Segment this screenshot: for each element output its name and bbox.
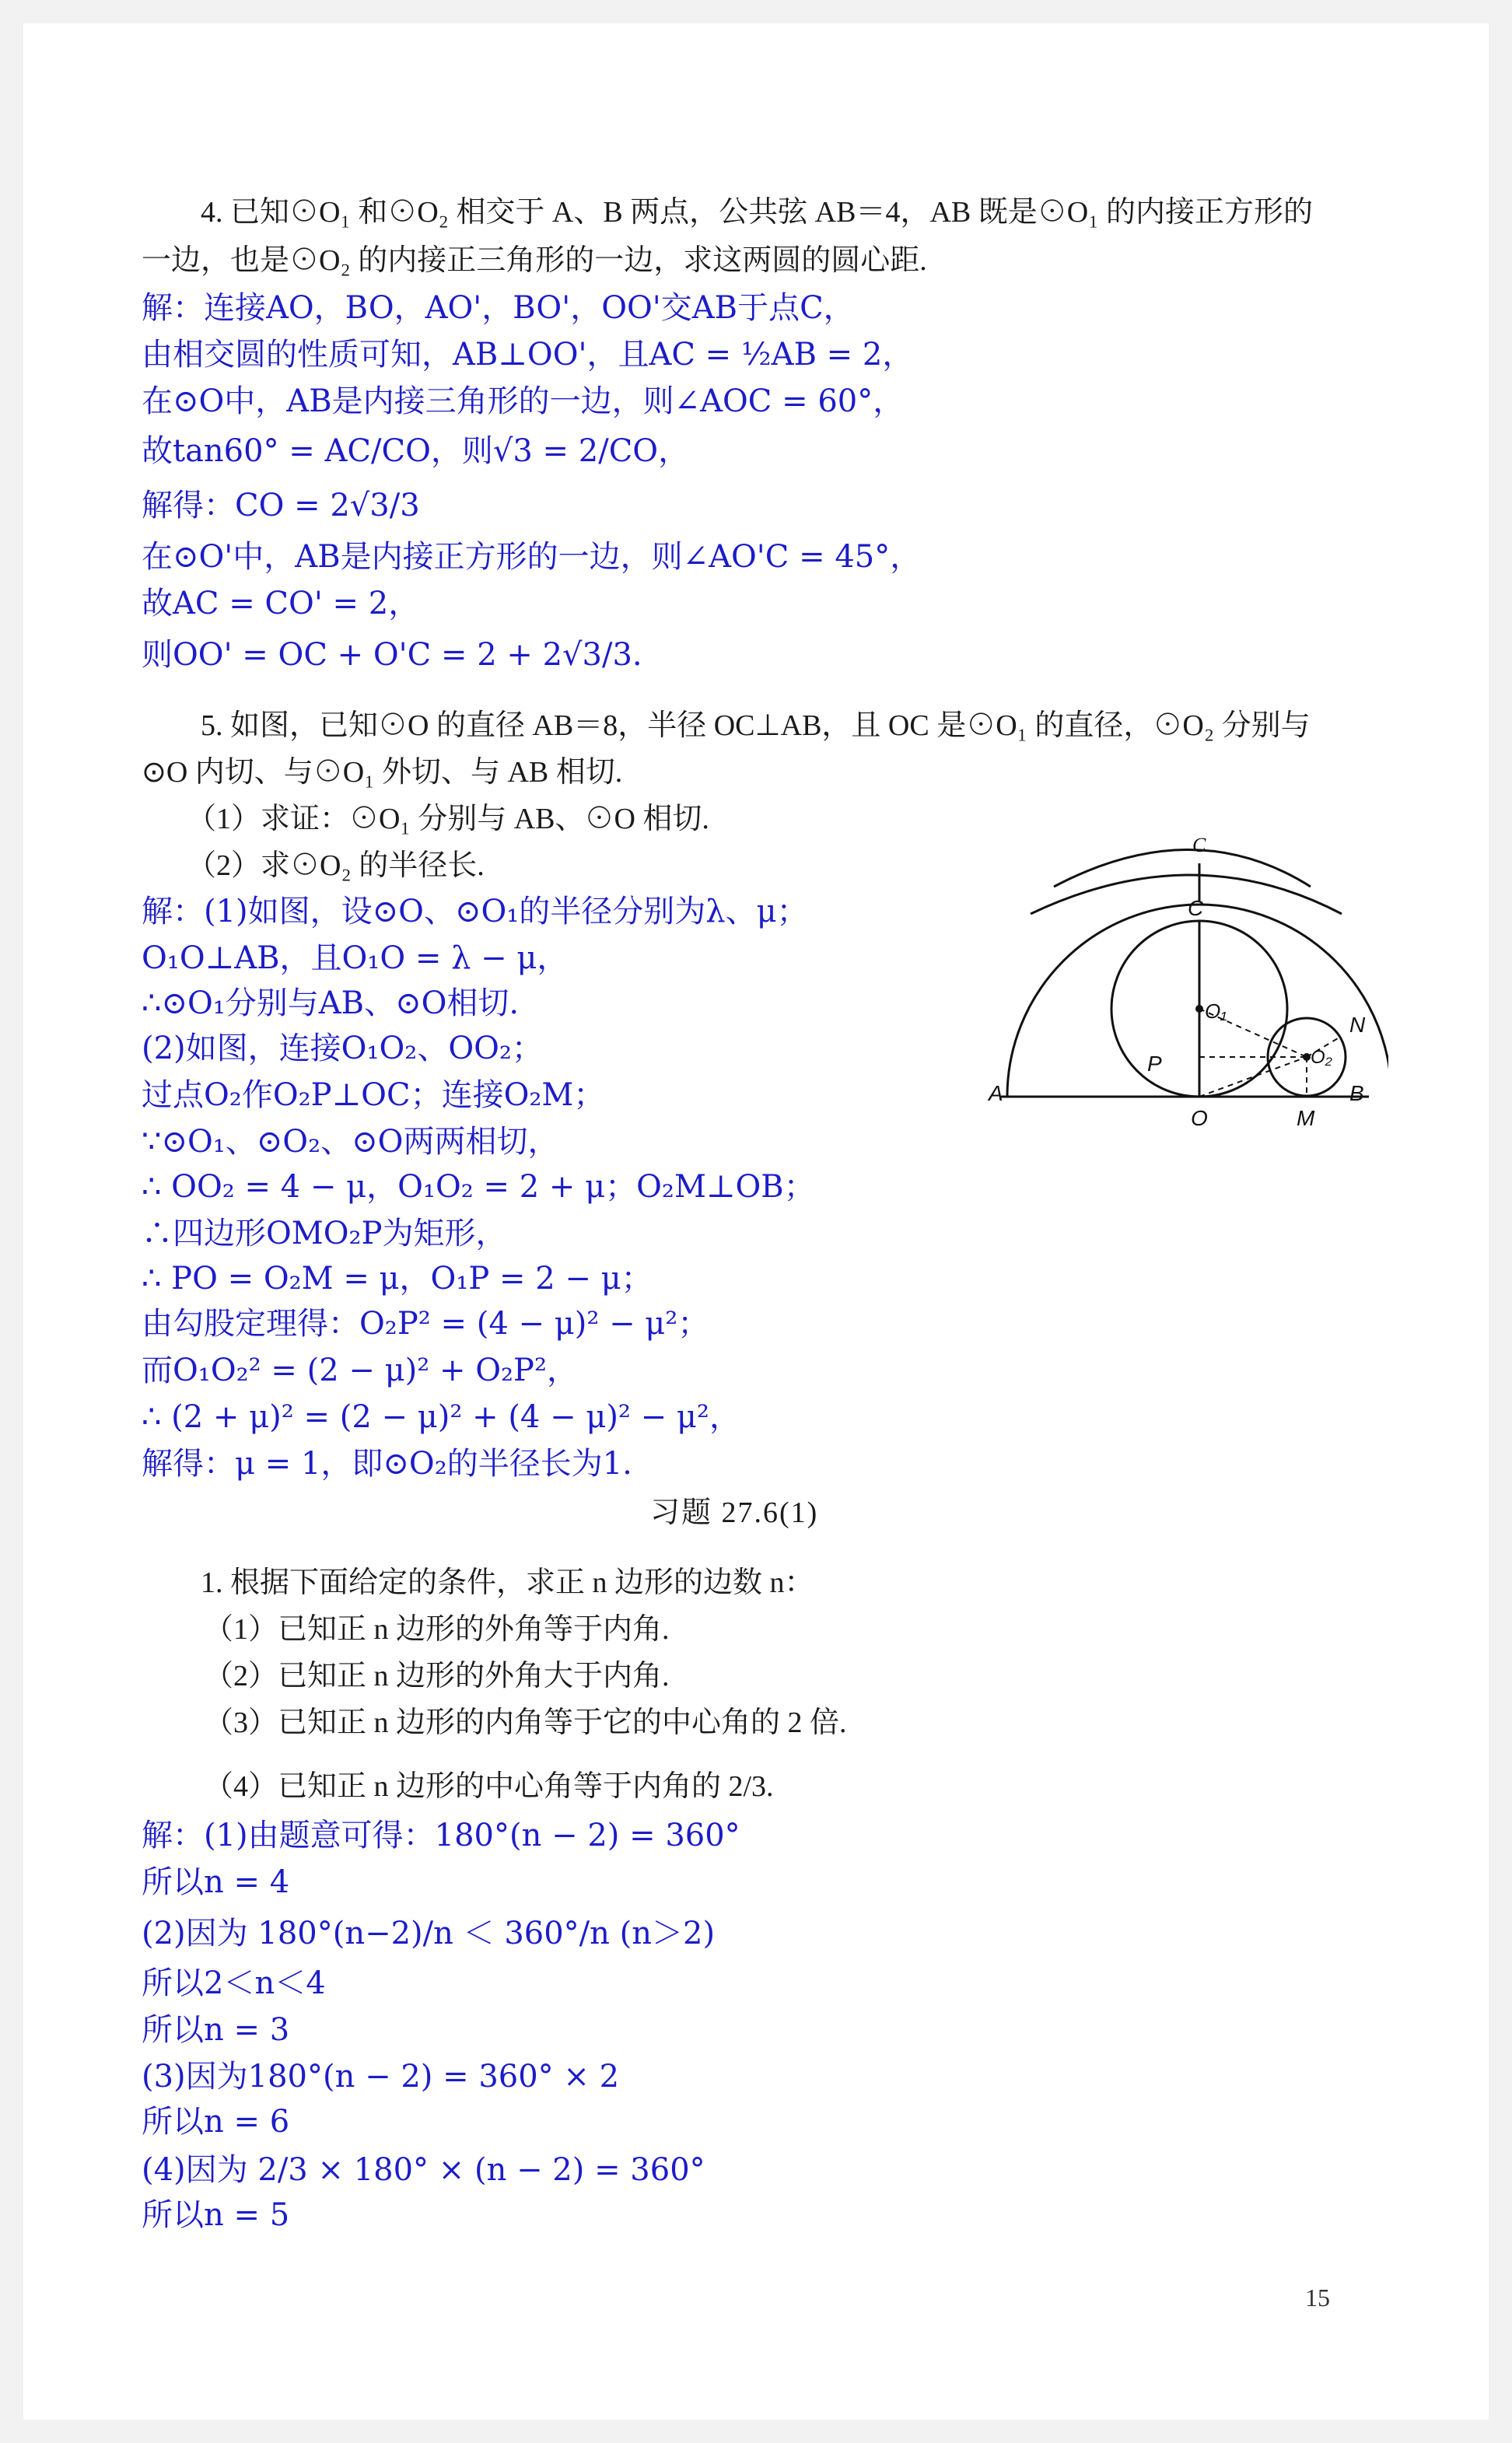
label-c-top: C — [1192, 834, 1206, 856]
ex1-item: （4）已知正 n 边形的中心角等于内角的 2/3. — [204, 1770, 774, 1803]
label-a: A — [989, 1081, 1003, 1105]
point-o1 — [1195, 1005, 1203, 1013]
ex1-stem: 1. 根据下面给定的条件，求正 n 边形的边数 n： — [201, 1566, 814, 1599]
a5-line: ∵⊙O₁、⊙O₂、⊙O两两相切， — [142, 1124, 559, 1160]
section-title: 习题 27.6(1) — [650, 1496, 819, 1529]
a4-line: 故tan60° = AC/CO，则√3 = 2/CO， — [142, 433, 690, 469]
a4-line: 在⊙O中，AB是内接三角形的一边，则∠AOC = 60°， — [142, 383, 905, 419]
page-number: 15 — [1305, 2284, 1330, 2312]
textbook-page — [23, 23, 1489, 2420]
label-b: B — [1349, 1081, 1364, 1105]
a5-line: 解得：μ = 1，即⊙O₂的半径长为1. — [142, 1446, 632, 1482]
a5-line: ∴ (2 + μ)² = (2 − μ)² + (4 − μ)² − μ²， — [142, 1399, 740, 1435]
label-c: C — [1188, 896, 1204, 920]
a5-line: (2)如图，连接O₁O₂、OO₂； — [142, 1031, 543, 1066]
q5-stem-line1: 5. 如图，已知⊙O 的直径 AB＝8，半径 OC⊥AB，且 OC 是⊙O₁ 的直径，⊙O₂ 分别与 — [201, 709, 1311, 742]
ans1-line: 所以2＜n＜4 — [142, 1965, 326, 2001]
ans1-line: 所以n = 4 — [142, 1864, 290, 1900]
label-o: O — [1191, 1106, 1208, 1130]
a5-line: ∴四边形OMO₂P为矩形， — [142, 1216, 507, 1251]
upper-arc-2 — [1031, 875, 1342, 914]
ans1-line: (2)因为 180°(n−2)/n ＜ 360°/n (n＞2) — [142, 1916, 716, 1951]
geometry-figure — [984, 828, 1388, 1139]
q5-stem-line2: ⊙O 内切、与⊙O₁ 外切、与 AB 相切. — [142, 756, 623, 789]
a5-line: ∴ OO₂ = 4 − μ，O₁O₂ = 2 + μ；O₂M⊥OB； — [142, 1169, 815, 1205]
a4-line: 故AC = CO' = 2， — [142, 586, 420, 621]
a5-line: 由勾股定理得：O₂P² = (4 − μ)² − μ²； — [142, 1306, 709, 1342]
a4-line: 解得：CO = 2√3/3 — [142, 488, 420, 523]
ans1-line: 所以n = 3 — [142, 2012, 290, 2048]
label-o2: O₂ — [1311, 1047, 1332, 1068]
upper-arc-1 — [1054, 850, 1311, 887]
q5-sub2: （2）求⊙O₂ 的半径长. — [187, 849, 485, 882]
a4-line: 由相交圆的性质可知，AB⊥OO'，且AC = ½AB = 2， — [142, 337, 914, 373]
ans1-line: 解：(1)由题意可得：180°(n − 2) = 360° — [142, 1818, 740, 1853]
ex1-item: （2）已知正 n 边形的外角大于内角. — [204, 1660, 670, 1692]
a4-line: 解：连接AO，BO，AO'，BO'，OO'交AB于点C， — [142, 290, 855, 326]
a4-line: 在⊙O'中，AB是内接正方形的一边，则∠AO'C = 45°， — [142, 539, 922, 575]
label-n: N — [1349, 1013, 1366, 1037]
ans1-line: (4)因为 2/3 × 180° × (n − 2) = 360° — [142, 2152, 705, 2188]
a5-line: 解：(1)如图，设⊙O、⊙O₁的半径分别为λ、μ； — [142, 894, 808, 929]
a4-line: 则OO' = OC + O'C = 2 + 2√3/3. — [142, 637, 642, 673]
segment-oo2 — [1199, 1057, 1307, 1097]
q5-sub1: （1）求证：⊙O₁ 分别与 AB、⊙O 相切. — [187, 803, 709, 835]
a5-line: 过点O₂作O₂P⊥OC；连接O₂M； — [142, 1077, 605, 1113]
a5-line: ∴⊙O₁分别与AB、⊙O相切. — [142, 985, 520, 1021]
label-m: M — [1297, 1106, 1315, 1130]
a5-line: 而O₁O₂² = (2 − μ)² + O₂P²， — [142, 1353, 578, 1388]
ans1-line: (3)因为180°(n − 2) = 360° × 2 — [142, 2059, 620, 2095]
q4-stem-line1: 4. 已知⊙O₁ 和⊙O₂ 相交于 A、B 两点，公共弦 AB＝4，AB 既是⊙O₁ 的内接正方形的 — [201, 196, 1313, 229]
a5-line: O₁O⊥AB，且O₁O = λ − μ， — [142, 940, 569, 976]
ans1-line: 所以n = 5 — [142, 2197, 290, 2233]
label-p: P — [1147, 1052, 1162, 1076]
q4-stem-line2: 一边，也是⊙O₂ 的内接正三角形的一边，求这两圆的圆心距. — [142, 244, 927, 277]
ex1-item: （1）已知正 n 边形的外角等于内角. — [204, 1613, 670, 1646]
label-o1: O₁ — [1205, 999, 1227, 1023]
a5-line: ∴ PO = O₂M = μ，O₁P = 2 − μ； — [142, 1261, 653, 1297]
point-o2 — [1303, 1053, 1311, 1061]
ex1-item: （3）已知正 n 边形的内角等于它的中心角的 2 倍. — [204, 1706, 847, 1739]
ans1-line: 所以n = 6 — [142, 2104, 290, 2140]
